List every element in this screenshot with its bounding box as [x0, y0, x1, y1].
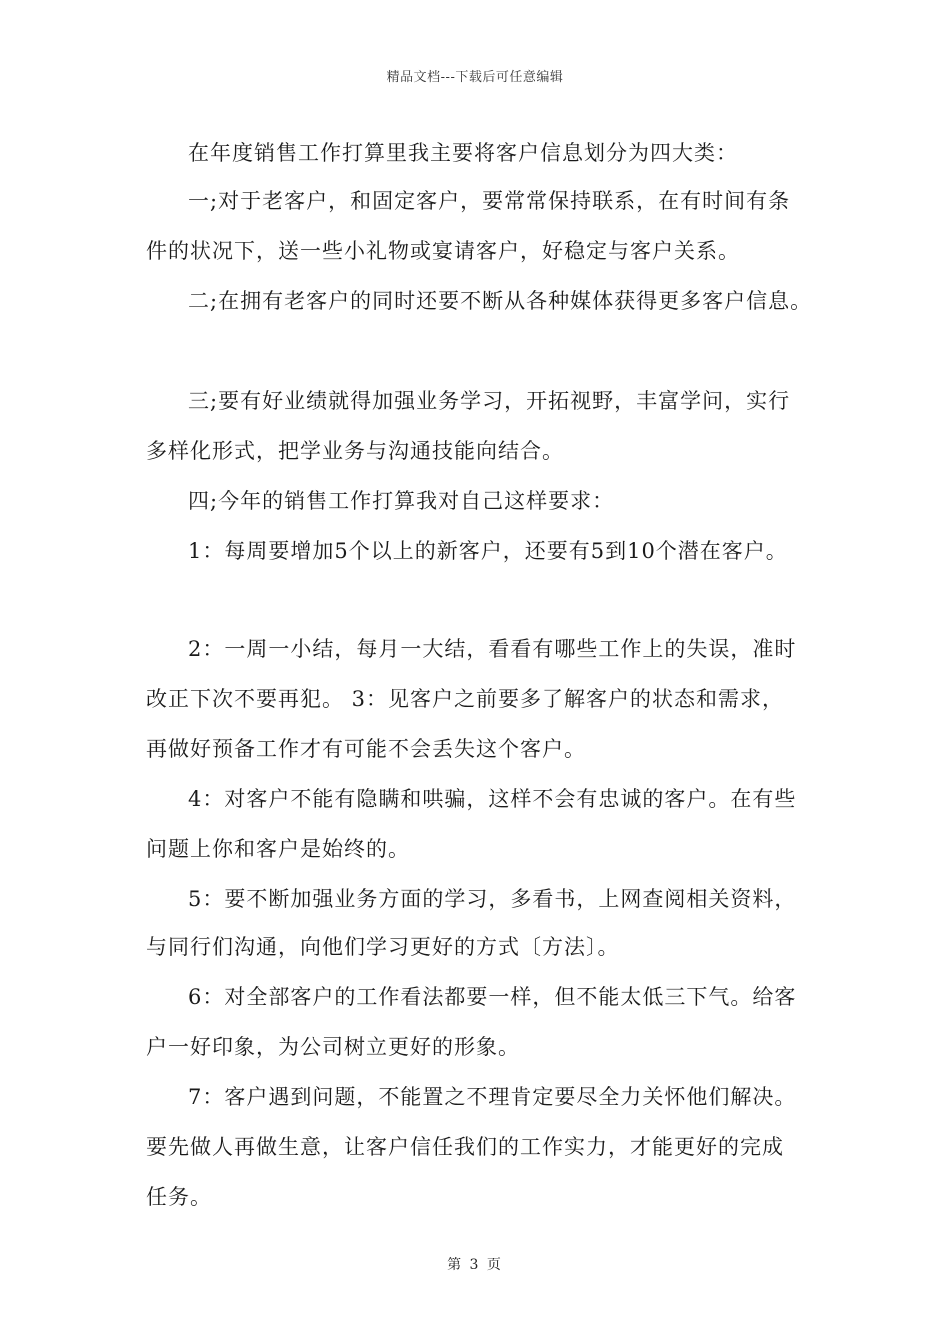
item-4-line-1: 4：对客户不能有隐瞒和哄骗，这样不会有忠诚的客户。在有些 [188, 787, 797, 811]
item-5-line-2: 与同行们沟通，向他们学习更好的方式〔方法〕。 [146, 935, 620, 959]
item-5-line-1: 5：要不断加强业务方面的学习，多看书，上网查阅相关资料， [188, 887, 797, 911]
paragraph-4-line-1: 四;今年的销售工作打算我对自己这样要求： [188, 489, 615, 513]
paragraph-2-line-1: 二;在拥有老客户的同时还要不断从各种媒体获得更多客户信息。 [188, 289, 813, 313]
paragraph-intro: 在年度销售工作打算里我主要将客户信息划分为四大类： [188, 141, 738, 165]
item-1-line-1: 1：每周要增加5个以上的新客户，还要有5到10个潜在客户。 [188, 539, 788, 563]
page-number: 第 3 页 [447, 1257, 503, 1273]
paragraph-3-line-2: 多样化形式，把学业务与沟通技能向结合。 [146, 439, 564, 463]
page-header: 精品文档---下载后可任意编辑 [386, 70, 564, 85]
paragraph-1-line-2: 件的状况下，送一些小礼物或宴请客户，好稳定与客户关系。 [146, 239, 740, 263]
item-7-line-2: 要先做人再做生意，让客户信任我们的工作实力，才能更好的完成 [146, 1135, 784, 1159]
item-7-line-3: 任务。 [146, 1185, 212, 1209]
paragraph-3-line-1: 三;要有好业绩就得加强业务学习，开拓视野，丰富学问，实行 [188, 389, 791, 413]
item-2-line-1: 2：一周一小结，每月一大结，看看有哪些工作上的失误，准时 [188, 637, 797, 661]
paragraph-1-line-1: 一;对于老客户，和固定客户，要常常保持联系，在有时间有条 [188, 189, 791, 213]
item-6-line-2: 户一好印象，为公司树立更好的形象。 [146, 1035, 520, 1059]
item-2-line-2: 改正下次不要再犯。 3：见客户之前要多了解客户的状态和需求， [146, 687, 785, 711]
item-3-line-2: 再做好预备工作才有可能不会丢失这个客户。 [146, 737, 586, 761]
item-7-line-1: 7：客户遇到问题，不能置之不理肯定要尽全力关怀他们解决。 [188, 1085, 797, 1109]
item-4-line-2: 问题上你和客户是始终的。 [146, 837, 410, 861]
item-6-line-1: 6：对全部客户的工作看法都要一样，但不能太低三下气。给客 [188, 985, 797, 1009]
